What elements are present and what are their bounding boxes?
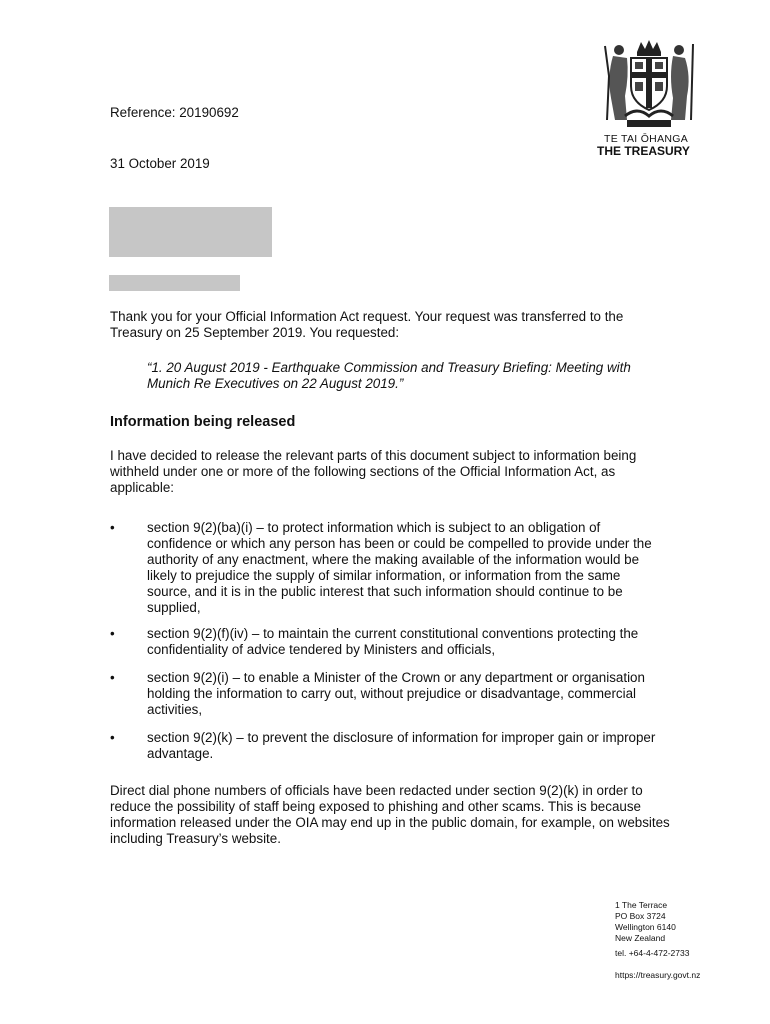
nz-coat-of-arms-icon: [597, 36, 701, 132]
bullet-icon: •: [110, 520, 115, 535]
request-quote: “1. 20 August 2019 - Earthquake Commission and Treasury Briefing: Meeting with Munich Re Executives on 22 August 2019.”: [147, 360, 631, 391]
letter-date: 31 October 2019: [110, 156, 210, 171]
list-item-text: section 9(2)(ba)(i) – to protect information which is subject to an obligation of confidence or which any person has been or could be compelled to provide under the authority of any enactment, where the making available of the information would be likely to prejudice the supply of similar information, or information from the same source, and it is in the public interest that such information should continue to be supplied,: [147, 520, 652, 615]
list-item-text: section 9(2)(i) – to enable a Minister of the Crown or any department or organisation holding the information to carry out, without prejudice or disadvantage, commercial activities,: [147, 670, 645, 717]
decision-paragraph: I have decided to release the relevant parts of this document subject to information being withheld under one or more of the following sections of the Official Information Act, as applicable:: [110, 448, 637, 495]
bullet-icon: •: [110, 626, 115, 641]
footer-website-link[interactable]: https://treasury.govt.nz: [615, 970, 701, 980]
intro-paragraph: Thank you for your Official Information Act request. Your request was transferred to the Treasury on 25 September 2019. You requested:: [110, 309, 624, 340]
redacted-recipient-address: [109, 207, 272, 257]
list-item-text: section 9(2)(f)(iv) – to maintain the current constitutional conventions protecting the confidentiality of advice tendered by Ministers and officials,: [147, 626, 639, 657]
list-item-text: section 9(2)(k) – to prevent the disclosure of information for improper gain or improper advantage.: [147, 730, 656, 761]
reference-number: Reference: 20190692: [110, 105, 239, 120]
bullet-icon: •: [110, 730, 115, 745]
address-line: 1 The Terrace: [615, 900, 668, 910]
address-line: PO Box 3724: [615, 911, 666, 921]
footer-phone: tel. +64-4-472-2733: [615, 948, 690, 958]
address-line: Wellington 6140: [615, 922, 676, 932]
organisation-maori-name: TE TAI ŌHANGA: [604, 133, 689, 145]
section-heading: Information being released: [110, 414, 296, 430]
organisation-name: THE TREASURY: [597, 144, 690, 158]
bullet-icon: •: [110, 670, 115, 685]
address-line: New Zealand: [615, 933, 666, 943]
closing-paragraph: Direct dial phone numbers of officials have been redacted under section 9(2)(k) in order to reduce the possibility of staff being exposed to phishing and other scams. This is because information released under the OIA may end up in the public domain, for example, on websites including Treasury’s website.: [110, 783, 670, 846]
redacted-salutation: [109, 275, 240, 291]
footer-address: [615, 900, 676, 944]
